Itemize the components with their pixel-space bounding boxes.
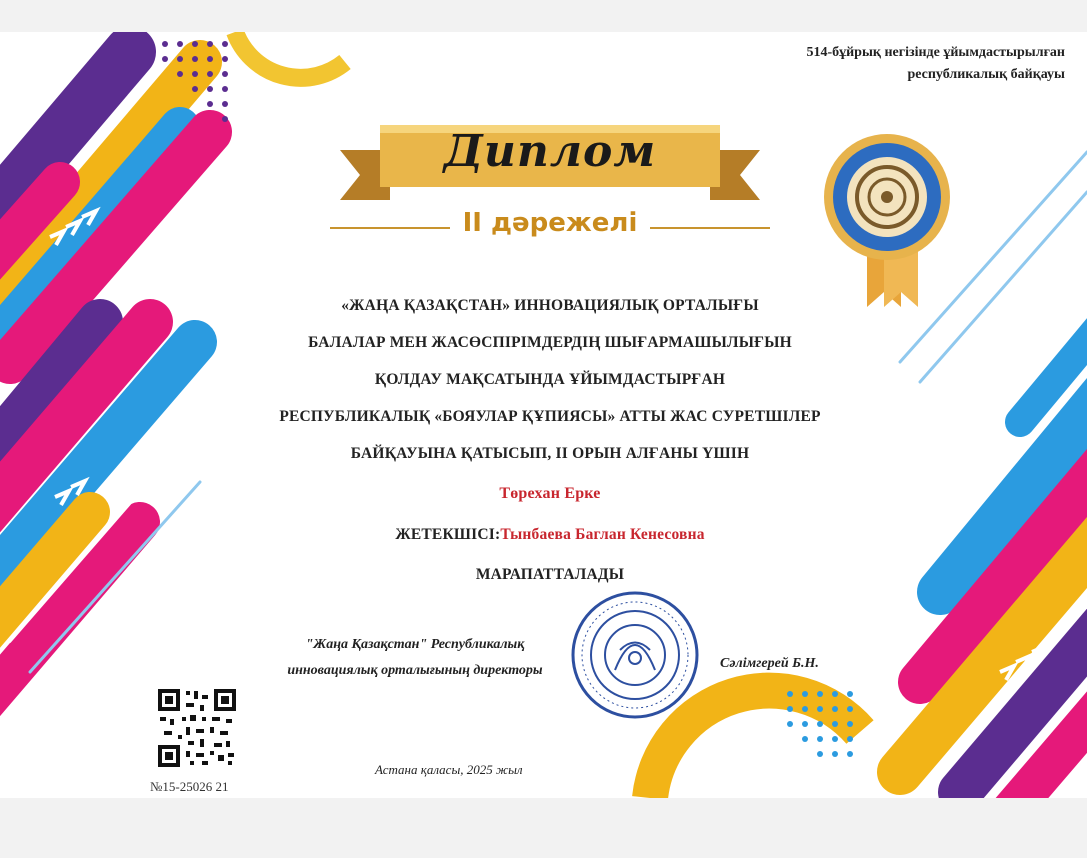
diploma-certificate xyxy=(0,32,1087,798)
diploma-title: Диплом xyxy=(443,126,657,177)
official-seal xyxy=(570,590,700,720)
header-note xyxy=(806,42,1065,86)
director-line-2: инновациялық орталығының директоры xyxy=(287,663,543,678)
document-number: №15-25026 21 xyxy=(150,779,229,794)
awarded-text: МАРАПАТТАЛАДЫ xyxy=(475,566,625,583)
supervisor-label: ЖЕТЕКШІСІ: xyxy=(395,526,501,543)
title-ribbon xyxy=(330,120,770,240)
body-line-3: ҚОЛДАУ МАҚСАТЫНДА ҰЙЫМДАСТЫРҒАН xyxy=(374,371,726,388)
degree-label: ІІ дәрежелі xyxy=(462,208,638,238)
body-line-4: РЕСПУБЛИКАЛЫҚ «БОЯУЛАР ҚҰПИЯСЫ» АТТЫ ЖАС СУРЕТШІЛЕР xyxy=(279,408,821,425)
signer-name: Сәлімгерей Б.Н. xyxy=(720,656,819,671)
supervisor-line xyxy=(190,526,910,544)
director-line-1: "Жаңа Қазақстан" Республикалық xyxy=(305,637,525,652)
header-line-2: республикалық байқауы xyxy=(907,67,1065,82)
qr-code xyxy=(156,687,238,769)
body-line-2: БАЛАЛАР МЕН ЖАСӨСПІРІМДЕРДІҢ ШЫҒАРМАШЫЛЫҒЫН xyxy=(308,334,792,351)
body-line-1: «ЖАҢА ҚАЗАҚСТАН» ИННОВАЦИЯЛЫҚ ОРТАЛЫҒЫ xyxy=(341,297,759,314)
body-line-5: БАЙҚАУЫНА ҚАТЫСЫП, ІІ ОРЫН АЛҒАНЫ ҮШІН xyxy=(350,445,750,462)
medal-emblem xyxy=(822,122,952,312)
header-line-1: 514-бұйрық негізінде ұйымдастырылған xyxy=(806,45,1065,60)
supervisor-name: Тынбаева Баглан Кенесовна xyxy=(500,526,705,543)
city-year: Астана қаласы, 2025 жыл xyxy=(375,762,523,777)
recipient-name: Төрехан Ерке xyxy=(499,485,601,502)
director-title xyxy=(255,632,575,684)
